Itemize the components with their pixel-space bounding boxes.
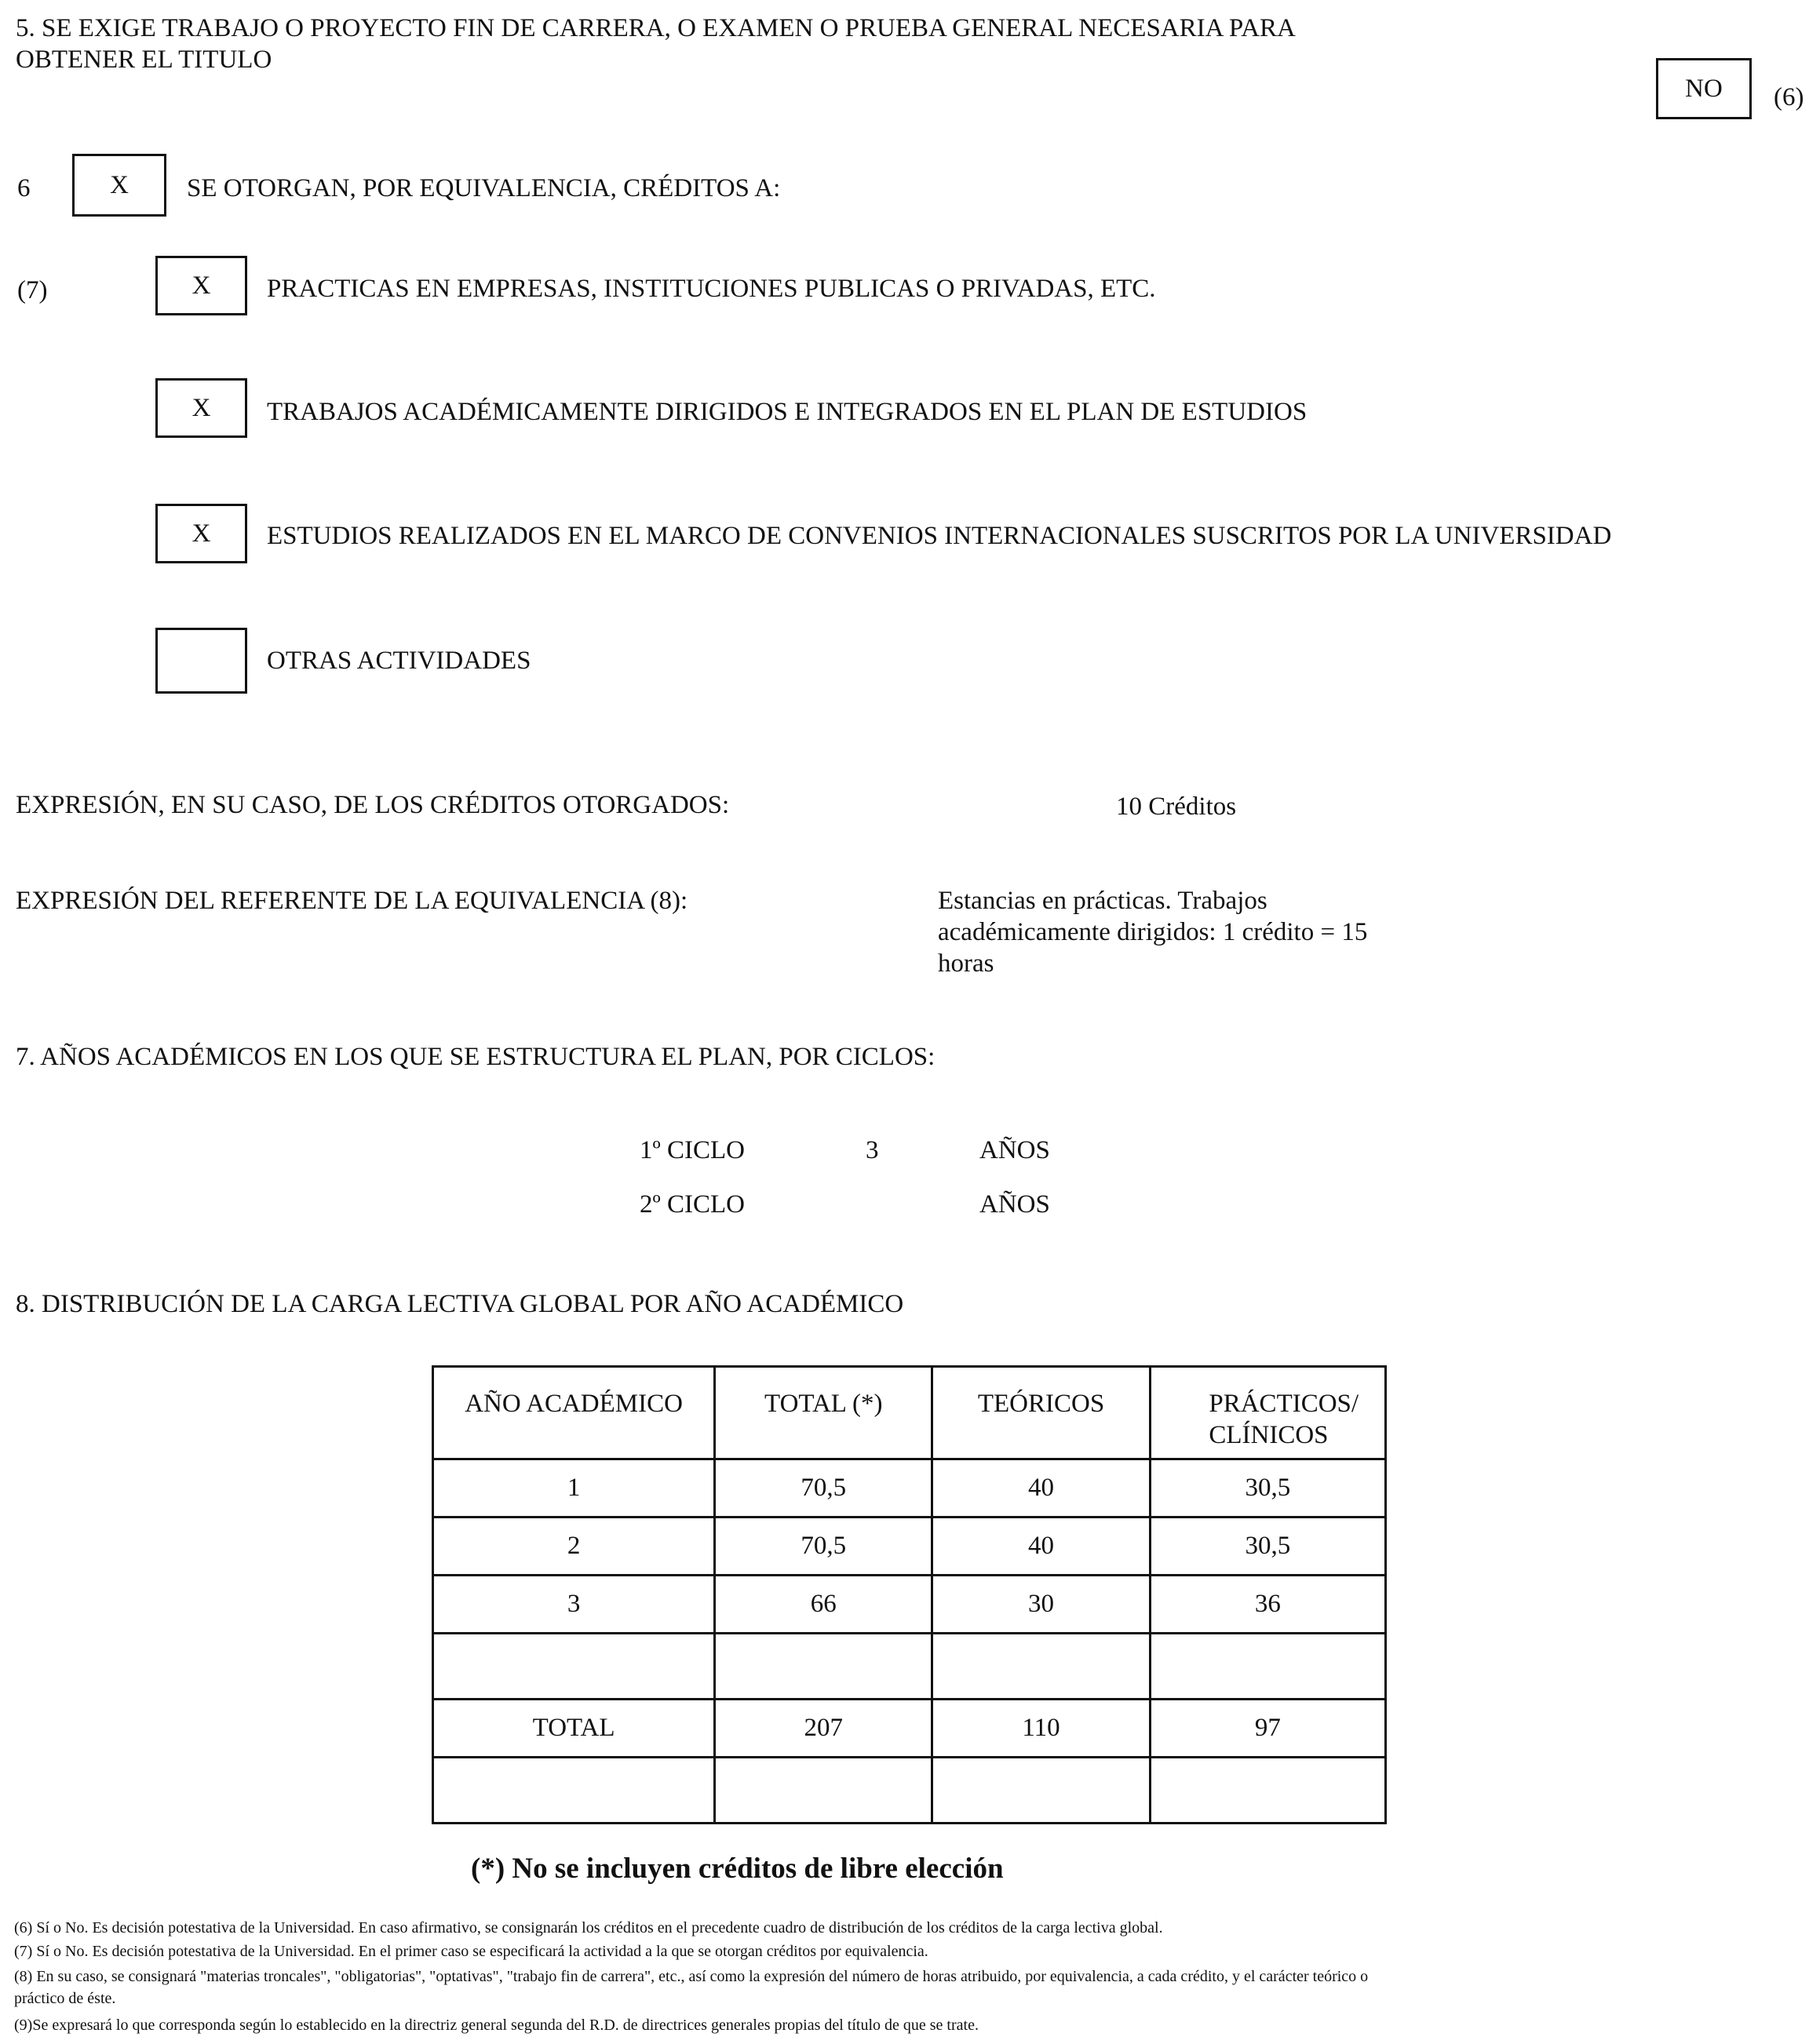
table-cell: TOTAL [433,1700,715,1758]
table-row [433,1459,1386,1518]
table-total-row [433,1700,1386,1758]
option-checkbox-practicas: X [155,256,247,315]
table-cell [932,1758,1150,1824]
header-practicos [1150,1367,1385,1459]
header-practicos-label: PRÁCTICOS/ CLÍNICOS [1209,1390,1359,1449]
table-cell [1150,1634,1385,1700]
option-checkbox-trabajos: X [155,378,247,438]
cycle2-unit: AÑOS [979,1190,1050,1219]
table-row [433,1518,1386,1576]
header-teoricos: TEÓRICOS [932,1367,1150,1459]
section8-title: 8. DISTRIBUCIÓN DE LA CARGA LECTIVA GLOBAL POR AÑO ACADÉMICO [16,1290,904,1318]
table-cell: 30 [932,1576,1150,1634]
referent-line-1: Estancias en prácticas. Trabajos [938,887,1267,915]
table-cell: 110 [932,1700,1150,1758]
cycle1-unit: AÑOS [979,1136,1050,1164]
table-cell: 30,5 [1150,1518,1385,1576]
option-label-estudios: ESTUDIOS REALIZADOS EN EL MARCO DE CONVENIOS INTERNACIONALES SUSCRITOS POR LA UNIVERSIDAD [267,522,1612,550]
table-cell: 1 [433,1459,715,1518]
table-row [433,1758,1386,1824]
credits-value: 10 Créditos [1116,792,1237,821]
table-cell [433,1634,715,1700]
table-cell [715,1634,932,1700]
table-cell: 2 [433,1518,715,1576]
referent-line-2: académicamente dirigidos: 1 crédito = 15 [938,918,1368,946]
table-cell: 70,5 [715,1459,932,1518]
header-ano-academico: AÑO ACADÉMICO [433,1367,715,1459]
table-cell: 3 [433,1576,715,1634]
option-checkbox-otras [155,628,247,694]
table-cell: 97 [1150,1700,1385,1758]
section5-line1: 5. SE EXIGE TRABAJO O PROYECTO FIN DE CARRERA, O EXAMEN O PRUEBA GENERAL NECESARIA PARA [16,14,1296,42]
cycle2-name: 2º CICLO [640,1190,745,1219]
table-cell: 40 [932,1459,1150,1518]
referent-line-3: horas [938,949,994,978]
table-cell [433,1758,715,1824]
footnote-8-continued: práctico de éste. [14,1990,116,2007]
section5-note-ref: (6) [1774,83,1804,111]
table-row [433,1576,1386,1634]
table-cell: 207 [715,1700,932,1758]
header-total: TOTAL (*) [715,1367,932,1459]
footnote-9: (9)Se expresará lo que corresponda según lo establecido en la directriz general segunda del R.D. de directrices generales propias del título de que se trate. [14,2017,979,2034]
table-cell: 30,5 [1150,1459,1385,1518]
cycle1-name: 1º CICLO [640,1136,745,1164]
table-cell: 36 [1150,1576,1385,1634]
credits-label: EXPRESIÓN, EN SU CASO, DE LOS CRÉDITOS OTORGADOS: [16,791,730,819]
table-cell: 40 [932,1518,1150,1576]
table-row [433,1634,1386,1700]
option-checkbox-estudios: X [155,504,247,563]
section7-title: 7. AÑOS ACADÉMICOS EN LOS QUE SE ESTRUCTURA EL PLAN, POR CICLOS: [16,1043,936,1071]
footnote-6: (6) Sí o No. Es decisión potestativa de la Universidad. En caso afirmativo, se consignarán los créditos en el precedente cuadro de distribución de los créditos de la carga lectiva global. [14,1919,1163,1937]
section6-number: 6 [17,174,31,202]
option-label-otras: OTRAS ACTIVIDADES [267,647,531,675]
option-label-practicas: PRACTICAS EN EMPRESAS, INSTITUCIONES PUBLICAS O PRIVADAS, ETC. [267,275,1156,303]
credit-distribution-table [432,1365,1387,1824]
section5-line2: OBTENER EL TITULO [16,46,272,74]
cycle1-years: 3 [866,1136,879,1164]
referent-label: EXPRESIÓN DEL REFERENTE DE LA EQUIVALENCIA (8): [16,887,688,915]
table-cell: 66 [715,1576,932,1634]
table-cell [715,1758,932,1824]
footnote-7: (7) Sí o No. Es decisión potestativa de la Universidad. En el primer caso se especificará la actividad a la que se otorgan créditos por equivalencia. [14,1943,928,1960]
table-cell [1150,1758,1385,1824]
option-label-trabajos: TRABAJOS ACADÉMICAMENTE DIRIGIDOS E INTEGRADOS EN EL PLAN DE ESTUDIOS [267,398,1308,426]
section6-checkbox: X [72,154,166,217]
section6-note-ref: (7) [17,276,48,304]
section6-title: SE OTORGAN, POR EQUIVALENCIA, CRÉDITOS A: [187,174,781,202]
table-header-row [433,1367,1386,1459]
table-cell [932,1634,1150,1700]
footnote-8: (8) En su caso, se consignará "materias troncales", "obligatorias", "optativas", "trabajo fin de carrera", etc., así como la expresión del número de horas atribuido, por equivalencia, a cada crédito, y el carácter teórico o [14,1968,1369,1985]
table-footnote: (*) No se incluyen créditos de libre elección [471,1853,1004,1885]
table-cell: 70,5 [715,1518,932,1576]
section5-answer-box: NO [1656,58,1752,119]
